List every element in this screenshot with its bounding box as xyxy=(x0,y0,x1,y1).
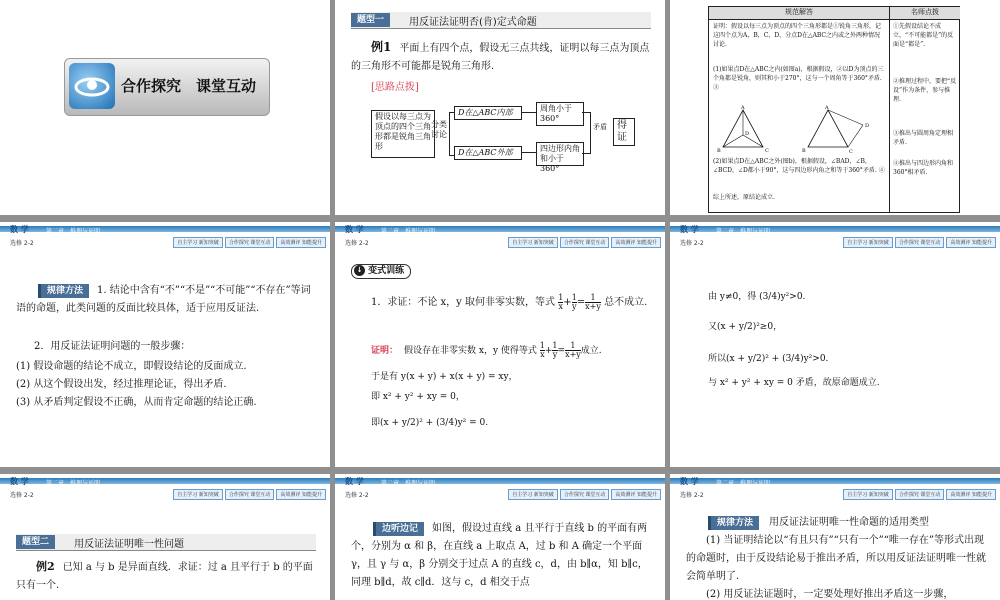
variant-tag: ↓ 变式训练 xyxy=(351,264,411,279)
triangle-figures xyxy=(713,105,885,155)
method-tag: 规律方法 xyxy=(38,284,89,298)
slide-5[interactable] xyxy=(335,222,665,467)
example-label: 例2 xyxy=(36,560,55,573)
flow-out: D在△ABC外部 xyxy=(454,146,522,160)
nav-tab-3[interactable]: 高效测评 知能提升 xyxy=(946,489,996,500)
svg-text:B: B xyxy=(717,148,721,154)
flow-result-1: 周角小于360° xyxy=(536,102,584,126)
arrow-2 xyxy=(522,152,536,153)
nav-tab-3[interactable]: 高效测评 知能提升 xyxy=(611,489,661,500)
proof-p2: (1)如果点D在△ABC之内(如图a)，根据假设，②以D为顶点的三个角都是锐角，则其和小于270°，这与一个周角等于360°矛盾. ③ xyxy=(713,66,884,91)
proof-table xyxy=(708,6,960,213)
flow-in: D在△ABC内部 xyxy=(454,106,522,120)
flow-branch: 分类讨论 xyxy=(431,120,447,139)
method2-p1: (1) 当证明结论以“有且只有”“只有一个”“唯一存在”等形式出现的命题时，由于反设结论易于推出矛盾，所以用反证法证明唯一性就会简单明了. xyxy=(686,535,986,582)
slide-3[interactable] xyxy=(670,0,1000,215)
proof-cont-3: 所以(x + y/2)² + (3/4)y²>0. xyxy=(708,354,829,364)
nav-tab-2[interactable]: 合作探究 课堂互动 xyxy=(560,489,610,500)
proof-label: 证明： xyxy=(371,346,399,356)
slide-header: 数 学 第二章 推理与证明 选修 2-2 自主学习 新知突破 合作探究 课堂互动 高效测评 知能提升 xyxy=(0,474,330,502)
nav-tab-2[interactable]: 合作探究 课堂互动 xyxy=(560,237,610,248)
slide-header: 数 学 第二章 推理与证明 选修 2-2 自主学习 新知突破 合作探究 课堂互动 高效测评 知能提升 xyxy=(670,474,1000,502)
method-p4: (2) 从这个假设出发，经过推理论证，得出矛盾. xyxy=(16,379,227,390)
flow-merge xyxy=(582,112,591,154)
slide-1[interactable] xyxy=(0,0,330,215)
proof-cont-4: 与 x² + y² + xy = 0 矛盾，故原命题成立. xyxy=(708,378,880,388)
proof-line-0: 证明： 假设存在非零实数 x，y 使得等式 $\frac{1}{x}$ + $\frac{1}{y}$ = $\frac{1}{x+y}$ 成立. xyxy=(371,341,602,359)
method2-p2: (2) 用反证法证题时，一定要处理好推出矛盾这一步骤， xyxy=(706,589,954,600)
slide-7[interactable] xyxy=(0,474,330,600)
listen-note: 边听边记 如图，假设过直线 a 且平行于直线 b 的平面有两个，分别为 α 和 β，在直线 a 上取点 A，过 b 和 A 确定一个平面 γ，且 γ 与 α，β 分别交于过点 A 的直线 c，d，由 b∥α，知 b∥c，同理 b∥d，故 c∥d．这与 c，d 相交于点 xyxy=(351,523,648,588)
flow-result-2: 四边形内角和小于360° xyxy=(536,142,584,166)
svg-text:B: B xyxy=(802,148,806,154)
down-arrow-icon: ↓ xyxy=(354,265,365,276)
nav-tab-3[interactable]: 高效测评 知能提升 xyxy=(276,237,326,248)
proof-line-2: 即 x² + y² + xy = 0， xyxy=(371,392,465,402)
type-tag: 题型一 xyxy=(351,13,390,27)
svg-text:C: C xyxy=(765,148,769,154)
nav-tab-3[interactable]: 高效测评 知能提升 xyxy=(276,489,326,500)
svg-text:D: D xyxy=(865,123,870,129)
logo-icon xyxy=(69,63,115,109)
nav-tab-2[interactable]: 合作探究 课堂互动 xyxy=(895,489,945,500)
nav-tab-3[interactable]: 高效测评 知能提升 xyxy=(611,237,661,248)
proof-line-1: 于是有 y(x + y) + x(x + y) = xy， xyxy=(371,372,518,382)
col-header-1: 规范解答 xyxy=(709,7,889,20)
note-1: ①先假设结论不成立，“不可能都是”的反面是“都是”. xyxy=(893,23,954,48)
type-title: 用反证法证明唯一性问题 xyxy=(74,539,184,550)
slide-header: 数 学 第二章 推理与证明 选修 2-2 自主学习 新知突破 合作探究 课堂互动 高效测评 知能提升 xyxy=(335,222,665,250)
method-p5: (3) 从矛盾判定假设不正确，从而肯定命题的结论正确. xyxy=(16,397,257,408)
slide-header: 数 学 第二章 推理与证明 选修 2-2 自主学习 新知突破 合作探究 课堂互动 高效测评 知能提升 xyxy=(0,222,330,250)
slide-9[interactable] xyxy=(670,474,1000,600)
method-p3: (1) 假设命题的结论不成立，即假设结论的反面成立. xyxy=(16,361,247,372)
slide-2[interactable] xyxy=(335,0,665,215)
flow-start: 假设以每三点为顶点的四个三角形都是锐角三角形 xyxy=(371,110,435,158)
note-4: ④推出与四边形内角和360°相矛盾. xyxy=(893,160,954,176)
proof-p1: 证明：假设以每三点为顶点的四个三角形都是①锐角三角形，记这四个点为A，B，C，D，分点D在△ABC之内或之外两种情况讨论. xyxy=(713,23,882,48)
svg-text:A: A xyxy=(825,105,829,111)
note-2: ②推理过程中，要把“反设”作为条件，参与推理. xyxy=(893,78,957,103)
section-title: 合作探究 课堂互动 xyxy=(121,77,257,95)
col-header-2: 名师点拨 xyxy=(889,7,960,20)
example-problem: 例1 平面上有四个点，假设无三点共线，证明以每三点为顶点的三角形不可能都是锐角三角形. xyxy=(351,40,650,72)
slide-header: 数 学 第二章 推理与证明 选修 2-2 自主学习 新知突破 合作探究 课堂互动 高效测评 知能提升 xyxy=(335,474,665,502)
method-p2: 2．用反证法证明问题的一般步骤： xyxy=(34,341,191,352)
svg-text:A: A xyxy=(741,105,745,111)
arrow-1 xyxy=(522,112,536,113)
slide-6[interactable] xyxy=(670,222,1000,467)
variant-question: 1．求证：不论 x，y 取何非零实数，等式 $\frac{1}{x}$ + $\frac{1}{y}$ = $\frac{1}{x+y}$ 总不成立. xyxy=(371,293,648,311)
slide-header: 数 学 第二章 推理与证明 选修 2-2 自主学习 新知突破 合作探究 课堂互动 高效测评 知能提升 xyxy=(670,222,1000,250)
method2-title: 规律方法 用反证法证明唯一性命题的适用类型 xyxy=(686,514,986,532)
slide-8[interactable] xyxy=(335,474,665,600)
example-label: 例1 xyxy=(371,40,392,54)
hint-label: [思路点拨] xyxy=(371,82,419,93)
type-title: 用反证法证明否(肯)定式命题 xyxy=(409,17,537,28)
proof-cont-2: 又(x + y/2)²≥0， xyxy=(708,322,783,332)
slide-4[interactable] xyxy=(0,222,330,467)
nav-tab-1[interactable]: 自主学习 新知突破 xyxy=(843,489,893,500)
method-tag: 规律方法 xyxy=(708,516,759,530)
nav-tab-2[interactable]: 合作探究 课堂互动 xyxy=(225,237,275,248)
proof-cont-1: 由 y≠0，得 (3/4)y²>0. xyxy=(708,292,806,302)
nav-tab-1[interactable]: 自主学习 新知突破 xyxy=(173,237,223,248)
example-problem: 例2 已知 a 与 b 是异面直线．求证：过 a 且平行于 b 的平面只有一个. xyxy=(16,560,313,591)
svg-text:D: D xyxy=(745,131,750,137)
nav-tab-1[interactable]: 自主学习 新知突破 xyxy=(173,489,223,500)
method-p1: 规律方法 1. 结论中含有“不”“不是”“不可能”“不存在”等词语的命题，此类问题的反面比较具体，适于应用反证法. xyxy=(16,285,311,314)
nav-tab-1[interactable]: 自主学习 新知突破 xyxy=(508,489,558,500)
nav-tab-1[interactable]: 自主学习 新知突破 xyxy=(508,237,558,248)
svg-text:C: C xyxy=(849,149,853,155)
nav-tab-2[interactable]: 合作探究 课堂互动 xyxy=(225,489,275,500)
section-banner xyxy=(64,58,270,116)
nav-tab-3[interactable]: 高效测评 知能提升 xyxy=(946,237,996,248)
type-tag: 题型二 xyxy=(16,535,55,549)
listen-tag: 边听边记 xyxy=(373,522,424,536)
flow-contra: 矛盾 xyxy=(593,123,607,131)
proof-p4: 综上所述，原结论成立. xyxy=(713,194,775,201)
proof-line-3: 即(x + y/2)² + (3/4)y² = 0. xyxy=(371,418,489,428)
nav-tab-2[interactable]: 合作探究 课堂互动 xyxy=(895,237,945,248)
flow-end: 得证 xyxy=(613,118,635,146)
nav-tab-1[interactable]: 自主学习 新知突破 xyxy=(843,237,893,248)
note-3: ③推出与圆周角定理相矛盾. xyxy=(893,130,954,146)
proof-p3: (2)如果点D在△ABC之外(图b)，根据假设，∠BAD，∠B，∠BCD，∠D都小于90°，这与四边形内角之和等于360°矛盾. ④ xyxy=(713,158,885,174)
